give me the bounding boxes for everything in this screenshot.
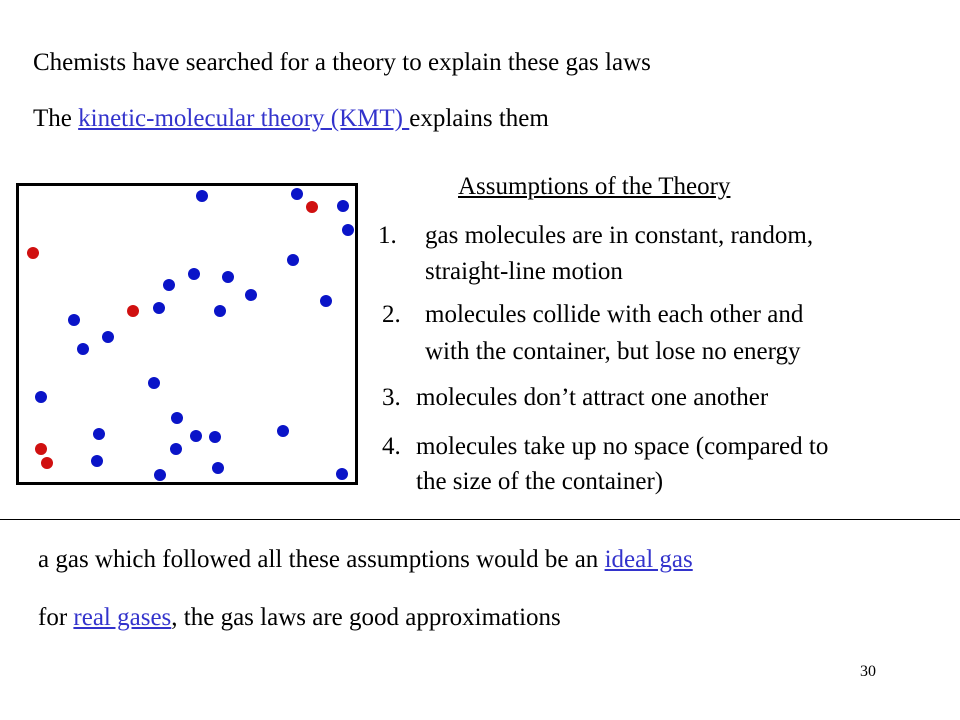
blue-molecule: [93, 428, 105, 440]
red-molecule: [306, 201, 318, 213]
blue-molecule: [277, 425, 289, 437]
ideal-gas-prefix: a gas which followed all these assumptions would be an: [38, 546, 605, 573]
blue-molecule: [190, 430, 202, 442]
blue-molecule: [153, 302, 165, 314]
blue-molecule: [35, 391, 47, 403]
intro-line-2-suffix: explains them: [409, 105, 549, 132]
blue-molecule: [77, 343, 89, 355]
assumption-2-line-2: with the container, but lose no energy: [425, 338, 801, 365]
red-molecule: [41, 457, 53, 469]
real-gases-statement: [38, 603, 561, 633]
blue-molecule: [154, 469, 166, 481]
assumption-3-line-1: molecules don’t attract one another: [416, 384, 769, 411]
real-gases-link[interactable]: real gases: [73, 604, 172, 631]
blue-molecule: [188, 268, 200, 280]
blue-molecule: [212, 462, 224, 474]
blue-molecule: [196, 190, 208, 202]
blue-molecule: [291, 188, 303, 200]
assumption-1-line-1: gas molecules are in constant, random,: [425, 222, 814, 249]
red-molecule: [35, 443, 47, 455]
assumption-2-line-1: molecules collide with each other and: [425, 301, 804, 328]
real-gases-suffix: , the gas laws are good approximations: [171, 604, 561, 631]
blue-molecule: [170, 443, 182, 455]
blue-molecule: [342, 224, 354, 236]
assumption-1-number: 1.: [378, 222, 397, 249]
blue-molecule: [91, 455, 103, 467]
blue-molecule: [336, 468, 348, 480]
blue-molecule: [337, 200, 349, 212]
blue-molecule: [102, 331, 114, 343]
blue-molecule: [171, 412, 183, 424]
ideal-gas-link[interactable]: ideal gas: [604, 546, 693, 573]
real-gases-prefix: for: [38, 604, 74, 631]
assumption-1-line-2: straight-line motion: [425, 258, 623, 285]
assumption-4-number: 4.: [382, 433, 401, 460]
assumptions-heading: Assumptions of the Theory: [458, 173, 731, 200]
red-molecule: [127, 305, 139, 317]
assumption-3: [382, 383, 768, 413]
assumption-3-number: 3.: [382, 384, 401, 411]
kmt-link[interactable]: kinetic-molecular theory (KMT): [78, 105, 410, 132]
assumption-2-number: 2.: [382, 301, 401, 328]
intro-line-2-prefix: The: [33, 105, 79, 132]
blue-molecule: [214, 305, 226, 317]
blue-molecule: [320, 295, 332, 307]
blue-molecule: [148, 377, 160, 389]
slide-number: 30: [860, 663, 876, 680]
assumption-1: [378, 221, 813, 251]
blue-molecule: [287, 254, 299, 266]
ideal-gas-statement: [38, 545, 693, 575]
assumption-4: [382, 432, 828, 462]
blue-molecule: [163, 279, 175, 291]
assumption-4-line-2: the size of the container): [416, 468, 664, 495]
intro-line-1: Chemists have searched for a theory to explain these gas laws: [33, 49, 651, 76]
assumption-2: [382, 300, 803, 330]
red-molecule: [27, 247, 39, 259]
blue-molecule: [68, 314, 80, 326]
blue-molecule: [209, 431, 221, 443]
blue-molecule: [245, 289, 257, 301]
assumption-4-line-1: molecules take up no space (compared to: [416, 433, 829, 460]
blue-molecule: [222, 271, 234, 283]
section-divider: [0, 519, 960, 520]
